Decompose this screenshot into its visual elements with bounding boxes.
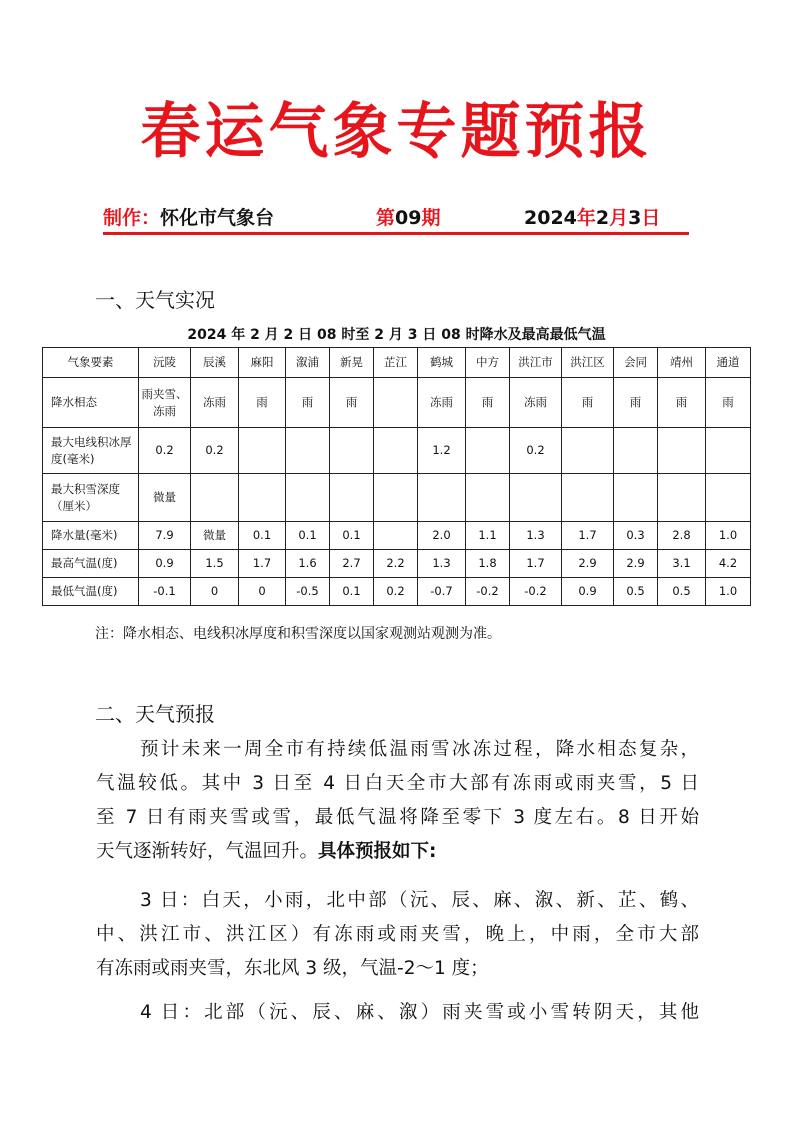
table-cell: 2.9 [562, 550, 614, 578]
header-divider [103, 232, 689, 235]
issue-num: 09 [395, 207, 422, 229]
table-cell: 0.1 [286, 522, 330, 550]
forecast-line: 至 7 日有雨夹雪或雪，最低气温将降至零下 3 度左右。8 日开始 [96, 807, 699, 828]
table-cell: 0.1 [239, 522, 286, 550]
table-cell: 1.2 [418, 428, 466, 474]
table-row [43, 578, 751, 606]
table-cell: -0.2 [510, 578, 562, 606]
row-label: 最大积雪深度（厘米） [43, 474, 139, 522]
table-cell: 1.7 [510, 550, 562, 578]
table-cell: 1.3 [418, 550, 466, 578]
column-header-station: 新晃 [330, 348, 374, 378]
table-cell [286, 428, 330, 474]
section-heading-observations: 一、天气实况 [95, 288, 215, 312]
date-day-unit: 日 [641, 207, 661, 229]
table-cell [614, 474, 658, 522]
table-cell: -0.7 [418, 578, 466, 606]
table-cell [614, 428, 658, 474]
row-label: 降水量(毫米) [43, 522, 139, 550]
table-cell: 0.3 [614, 522, 658, 550]
table-cell [374, 378, 418, 428]
table-cell [562, 428, 614, 474]
table-cell: 0 [239, 578, 286, 606]
table-cell: 0.5 [614, 578, 658, 606]
table-cell: 2.9 [614, 550, 658, 578]
table-cell: 7.9 [139, 522, 191, 550]
table-cell [191, 474, 239, 522]
column-header-station: 麻阳 [239, 348, 286, 378]
date-month: 2 [595, 207, 610, 229]
table-cell: 雨 [466, 378, 510, 428]
forecast-line [96, 835, 699, 869]
column-header-station: 中方 [466, 348, 510, 378]
table-row [43, 550, 751, 578]
table-cell [330, 474, 374, 522]
table-cell: 1.0 [706, 522, 751, 550]
section-heading-forecast: 二、天气预报 [95, 702, 215, 726]
forecast-bold-lead: 具体预报如下: [318, 841, 437, 862]
table-cell: 0.2 [139, 428, 191, 474]
report-title: 春运气象专题预报 [140, 97, 653, 167]
column-header-station: 洪江市 [510, 348, 562, 378]
table-cell [374, 522, 418, 550]
forecast-day-3: 3 日：白天，小雨，北中部（沅、辰、麻、溆、新、芷、鹤、 [140, 890, 699, 911]
column-header-station: 靖州 [658, 348, 706, 378]
table-cell: 1.6 [286, 550, 330, 578]
forecast-line: 气温较低。其中 3 日至 4 日白天全市大部有冻雨或雨夹雪，5 日 [96, 773, 699, 794]
table-cell: 2.0 [418, 522, 466, 550]
row-label: 降水相态 [43, 378, 139, 428]
column-header-station: 溆浦 [286, 348, 330, 378]
table-cell [658, 474, 706, 522]
issue-pre: 第 [376, 207, 396, 229]
table-cell: 雨 [658, 378, 706, 428]
table-row [43, 522, 751, 550]
column-header-station: 辰溪 [191, 348, 239, 378]
table-cell: 0.1 [330, 522, 374, 550]
table-cell [706, 428, 751, 474]
table-cell: 冻雨 [510, 378, 562, 428]
date-year-unit: 年 [576, 207, 596, 229]
table-cell [466, 428, 510, 474]
table-note: 注：降水相态、电线积冰厚度和积雪深度以国家观测站观测为准。 [95, 626, 501, 642]
table-cell: 雨 [706, 378, 751, 428]
date-year: 2024 [524, 207, 577, 229]
date-month-unit: 月 [609, 207, 629, 229]
column-header-station: 芷江 [374, 348, 418, 378]
table-cell [374, 428, 418, 474]
table-cell: 雨 [330, 378, 374, 428]
table-cell: 3.1 [658, 550, 706, 578]
issue-date [524, 204, 660, 232]
table-cell: 1.3 [510, 522, 562, 550]
observation-table [42, 347, 751, 606]
table-cell: 0.9 [139, 550, 191, 578]
table-cell: 雨 [562, 378, 614, 428]
table-cell: 微量 [191, 522, 239, 550]
column-header-station: 通道 [706, 348, 751, 378]
forecast-text: 天气逐渐转好，气温回升。 [96, 841, 319, 862]
table-caption: 2024 年 2 月 2 日 08 时至 2 月 3 日 08 时降水及最高最低气温 [187, 327, 606, 343]
table-cell: 雨 [614, 378, 658, 428]
table-cell [510, 474, 562, 522]
table-cell: 1.7 [239, 550, 286, 578]
table-cell [658, 428, 706, 474]
table-cell: 1.0 [706, 578, 751, 606]
table-cell: 冻雨 [418, 378, 466, 428]
table-cell: 0.2 [191, 428, 239, 474]
table-cell: 0.1 [330, 578, 374, 606]
producer-label: 制作： [103, 207, 161, 229]
row-label: 最高气温(度) [43, 550, 139, 578]
table-cell [418, 474, 466, 522]
table-cell: 2.2 [374, 550, 418, 578]
table-cell [706, 474, 751, 522]
table-cell: -0.2 [466, 578, 510, 606]
issue-post: 期 [421, 207, 441, 229]
table-cell: 冻雨 [191, 378, 239, 428]
table-header-row [43, 348, 751, 378]
table-cell [466, 474, 510, 522]
table-cell: 雨夹雪、冻雨 [139, 378, 191, 428]
row-label: 最低气温(度) [43, 578, 139, 606]
column-header-station: 洪江区 [562, 348, 614, 378]
table-cell: 1.5 [191, 550, 239, 578]
producer-line [103, 204, 274, 232]
table-cell: 0.5 [658, 578, 706, 606]
column-header-station: 会同 [614, 348, 658, 378]
table-cell: -0.1 [139, 578, 191, 606]
table-cell: 1.1 [466, 522, 510, 550]
table-cell [330, 428, 374, 474]
table-row [43, 474, 751, 522]
table-cell [239, 474, 286, 522]
table-cell: 2.8 [658, 522, 706, 550]
table-cell: 0.9 [562, 578, 614, 606]
column-header-station: 鹤城 [418, 348, 466, 378]
table-cell [286, 474, 330, 522]
table-cell [562, 474, 614, 522]
table-row [43, 428, 751, 474]
table-cell: 1.7 [562, 522, 614, 550]
row-label: 最大电线积冰厚度(毫米) [43, 428, 139, 474]
table-cell: 0.2 [510, 428, 562, 474]
table-cell [239, 428, 286, 474]
table-cell: 雨 [286, 378, 330, 428]
column-header-station: 沅陵 [139, 348, 191, 378]
forecast-line: 预计未来一周全市有持续低温雨雪冰冻过程，降水相态复杂， [140, 739, 699, 760]
forecast-line: 有冻雨或雨夹雪，东北风 3 级，气温-2～1 度； [96, 958, 489, 979]
table-cell: 1.8 [466, 550, 510, 578]
table-cell: 雨 [239, 378, 286, 428]
producer-name: 怀化市气象台 [160, 207, 275, 229]
forecast-day-4: 4 日：北部（沅、辰、麻、溆）雨夹雪或小雪转阴天，其他 [140, 1002, 699, 1023]
table-cell: 微量 [139, 474, 191, 522]
column-header-element: 气象要素 [43, 348, 139, 378]
issue-number [376, 204, 440, 232]
date-day: 3 [628, 207, 642, 229]
table-cell: 0 [191, 578, 239, 606]
table-cell [374, 474, 418, 522]
table-cell: 2.7 [330, 550, 374, 578]
table-cell: 4.2 [706, 550, 751, 578]
table-row [43, 378, 751, 428]
table-cell: -0.5 [286, 578, 330, 606]
forecast-line: 中、洪江市、洪江区）有冻雨或雨夹雪，晚上，中雨，全市大部 [96, 924, 699, 945]
table-cell: 0.2 [374, 578, 418, 606]
